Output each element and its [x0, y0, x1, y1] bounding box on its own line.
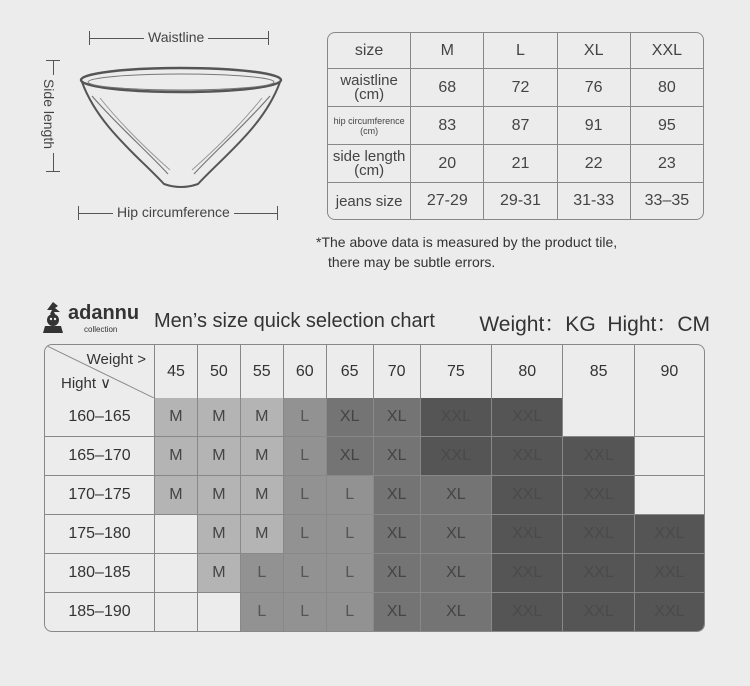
size-header-xl: XL — [558, 33, 631, 69]
size-cell: XL — [421, 554, 492, 593]
waistline-tick-left — [89, 31, 90, 45]
size-cell: XXL — [421, 437, 492, 476]
table-cell: 22 — [558, 145, 631, 183]
weight-header-cell: 75 — [421, 345, 492, 398]
height-range-cell: 175–180 — [45, 515, 155, 554]
size-cell: XL — [421, 515, 492, 554]
side-length-tick-bottom — [46, 171, 60, 172]
size-cell: M — [198, 554, 241, 593]
brand-subtitle: collection — [84, 325, 118, 334]
note-line-1: *The above data is measured by the product tile, — [316, 234, 618, 250]
weight-header-cell: 90 — [660, 362, 679, 380]
size-header-l: L — [484, 33, 557, 69]
size-cell: XXL — [635, 515, 704, 554]
waistline-label: Waistline — [144, 29, 208, 45]
quick-chart-title-row — [40, 298, 710, 338]
size-cell: M — [198, 437, 241, 476]
units-label: Weight：KG Hight：CM — [479, 313, 710, 336]
size-cell: L — [327, 554, 374, 593]
size-cell: XXL — [563, 593, 634, 631]
empty-cell — [635, 398, 704, 437]
hip-tick-right — [277, 206, 278, 220]
size-cell: XL — [374, 437, 421, 476]
quick-chart-row — [45, 515, 704, 554]
size-header-m: M — [411, 33, 484, 69]
table-cell: 31-33 — [558, 183, 631, 219]
table-cell: 83 — [411, 107, 484, 145]
size-table-header-row — [328, 33, 703, 69]
height-range-cell: 180–185 — [45, 554, 155, 593]
size-cell: L — [284, 515, 327, 554]
size-cell: XXL — [492, 554, 563, 593]
side-length-tick-top — [46, 60, 60, 61]
size-cell: XL — [327, 398, 374, 437]
quick-chart-row — [45, 437, 704, 476]
size-cell: XXL — [492, 398, 563, 437]
height-range-cell: 185–190 — [45, 593, 155, 631]
empty-cell — [198, 593, 241, 631]
table-cell: 29-31 — [484, 183, 557, 219]
quick-chart-row — [45, 593, 704, 631]
row-label-side-length: side length (cm) — [328, 145, 411, 183]
size-table-row — [328, 183, 703, 219]
table-cell: 95 — [631, 107, 703, 145]
weight-header-cell: 70 — [374, 345, 421, 398]
hip-tick-left — [78, 206, 79, 220]
size-table-row — [328, 107, 703, 145]
size-cell: L — [284, 437, 327, 476]
size-cell: L — [241, 554, 284, 593]
size-cell: M — [155, 476, 198, 515]
size-cell: M — [241, 515, 284, 554]
row-label-jeans: jeans size — [328, 183, 411, 219]
table-cell: 91 — [558, 107, 631, 145]
size-cell: L — [284, 554, 327, 593]
size-header-label: size — [328, 33, 411, 69]
empty-cell — [155, 515, 198, 554]
size-cell: XXL — [635, 554, 704, 593]
size-cell: L — [284, 593, 327, 631]
empty-cell — [635, 476, 704, 515]
size-cell: XXL — [563, 476, 634, 515]
size-cell: L — [327, 515, 374, 554]
note-line-2: there may be subtle errors. — [328, 254, 496, 270]
table-cell: 80 — [631, 69, 703, 107]
size-cell: XXL — [563, 437, 634, 476]
mascot-logo-icon — [40, 300, 66, 334]
size-measurement-table — [327, 32, 704, 220]
size-table-row — [328, 69, 703, 107]
size-cell: M — [198, 476, 241, 515]
size-cell: M — [155, 398, 198, 437]
size-cell: M — [155, 437, 198, 476]
table-cell: 72 — [484, 69, 557, 107]
quick-chart-row — [45, 398, 704, 437]
side-length-label: Side length — [41, 75, 57, 153]
size-cell: L — [284, 398, 327, 437]
row-label-hip: hip circumference (cm) — [328, 107, 411, 145]
table-cell: 87 — [484, 107, 557, 145]
quick-chart-row — [45, 554, 704, 593]
corner-height-label: Hight ∨ — [61, 375, 112, 392]
size-cell: XL — [374, 476, 421, 515]
size-cell: M — [198, 515, 241, 554]
brief-outline-icon — [78, 66, 284, 190]
chart-title: Men’s size quick selection chart — [154, 310, 435, 332]
size-cell: XXL — [421, 398, 492, 437]
size-cell: XXL — [563, 515, 634, 554]
size-cell: XL — [327, 437, 374, 476]
brand-name: adannu — [68, 302, 140, 324]
size-cell: XL — [421, 593, 492, 631]
table-cell: 68 — [411, 69, 484, 107]
size-cell: XL — [421, 476, 492, 515]
size-cell: L — [241, 593, 284, 631]
table-cell: 76 — [558, 69, 631, 107]
size-cell: XXL — [563, 554, 634, 593]
size-cell: XXL — [635, 593, 704, 631]
weight-header-cell: 50 — [198, 345, 241, 398]
size-cell: XL — [374, 554, 421, 593]
size-cell: XXL — [492, 476, 563, 515]
empty-cell — [563, 398, 634, 437]
size-cell: M — [241, 398, 284, 437]
empty-cell — [155, 554, 198, 593]
size-header-xxl: XXL — [631, 33, 703, 69]
size-cell: XXL — [492, 515, 563, 554]
row-label-waistline: waistline (cm) — [328, 69, 411, 107]
corner-weight-label: Weight > — [86, 351, 146, 368]
size-cell: XL — [374, 515, 421, 554]
size-cell: L — [327, 593, 374, 631]
weight-header-cell: 55 — [241, 345, 284, 398]
weight-header-cell: 80 — [492, 345, 563, 398]
table-cell: 20 — [411, 145, 484, 183]
size-cell: M — [198, 398, 241, 437]
size-cell: L — [284, 476, 327, 515]
table-cell: 23 — [631, 145, 703, 183]
quick-chart-header-row — [45, 345, 704, 398]
height-range-cell: 160–165 — [45, 398, 155, 437]
size-cell: XL — [374, 398, 421, 437]
size-cell: XXL — [492, 593, 563, 631]
table-cell: 33–35 — [644, 192, 690, 209]
weight-header-cell: 85 — [563, 345, 634, 398]
size-cell: M — [241, 476, 284, 515]
measurement-note — [316, 232, 617, 272]
weight-header-cell: 60 — [284, 345, 327, 398]
size-table-row — [328, 145, 703, 183]
weight-header-cell: 45 — [155, 345, 198, 398]
quick-chart-row — [45, 476, 704, 515]
size-cell: L — [327, 476, 374, 515]
size-quick-selection-chart — [44, 344, 705, 632]
weight-header-cell: 65 — [327, 345, 374, 398]
table-cell: 21 — [484, 145, 557, 183]
table-cell: 27-29 — [411, 183, 484, 219]
empty-cell — [155, 593, 198, 631]
hip-circumference-label: Hip circumference — [113, 204, 234, 220]
size-cell: M — [241, 437, 284, 476]
height-range-cell: 165–170 — [45, 437, 155, 476]
size-cell: XL — [374, 593, 421, 631]
empty-cell — [635, 437, 704, 476]
waistline-tick-right — [268, 31, 269, 45]
size-cell: XXL — [492, 437, 563, 476]
corner-cell — [45, 345, 155, 398]
height-range-cell: 170–175 — [45, 476, 155, 515]
